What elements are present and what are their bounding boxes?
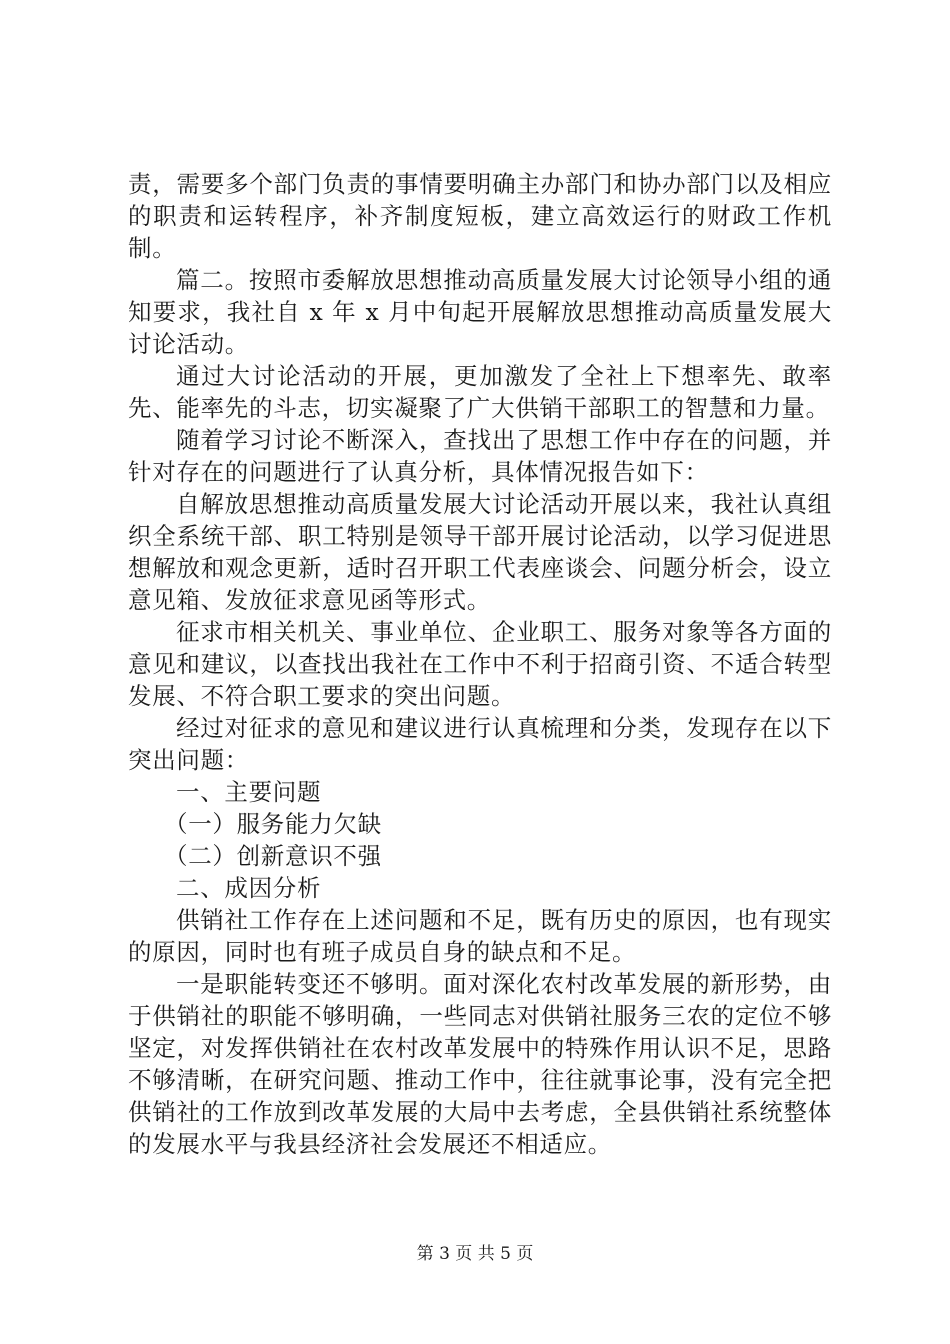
subsection-heading: （二）创新意识不强 bbox=[164, 842, 382, 870]
section-heading: 一、主要问题 bbox=[176, 778, 322, 806]
paragraph: 征求市相关机关、事业单位、企业职工、服务对象等各方面的意见和建议，以查找出我社在工作中不利于招商引资、不适合转型发展、不符合职工要求的突出问题。 bbox=[128, 618, 832, 710]
paragraph: 随着学习讨论不断深入，查找出了思想工作中存在的问题，并针对存在的问题进行了认真分析，具体情况报告如下： bbox=[128, 426, 832, 486]
paragraph: 篇二。按照市委解放思想推动高质量发展大讨论领导小组的通知要求，我社自 x 年 x 月中旬起开展解放思想推动高质量发展大讨论活动。 bbox=[128, 266, 832, 358]
subsection-heading: （一）服务能力欠缺 bbox=[164, 810, 382, 838]
paragraph: 一是职能转变还不够明。面对深化农村改革发展的新形势，由于供销社的职能不够明确，一些同志对供销社服务三农的定位不够坚定，对发挥供销社在农村改革发展中的特殊作用认识不足，思路不够清晰，在研究问题、推动工作中，往往就事论事，没有完全把供销社的工作放到改革发展的大局中去考虑，全县供销社系统整体的发展水平与我县经济社会发展还不相适应。 bbox=[128, 970, 832, 1158]
page-number-footer: 第 3 页 共 5 页 bbox=[416, 1244, 534, 1264]
paragraph: 供销社工作存在上述问题和不足，既有历史的原因，也有现实的原因，同时也有班子成员自身的缺点和不足。 bbox=[128, 906, 832, 966]
paragraph: 通过大讨论活动的开展，更加激发了全社上下想率先、敢率先、能率先的斗志，切实凝聚了广大供销干部职工的智慧和力量。 bbox=[128, 362, 832, 422]
paragraph: 经过对征求的意见和建议进行认真梳理和分类，发现存在以下突出问题： bbox=[128, 714, 832, 774]
section-heading: 二、成因分析 bbox=[176, 874, 322, 902]
document-body bbox=[128, 168, 832, 1160]
paragraph: 自解放思想推动高质量发展大讨论活动开展以来，我社认真组织全系统干部、职工特别是领导干部开展讨论活动，以学习促进思想解放和观念更新，适时召开职工代表座谈会、问题分析会，设立意见箱、发放征求意见函等形式。 bbox=[128, 490, 832, 614]
paragraph: 责，需要多个部门负责的事情要明确主办部门和协办部门以及相应的职责和运转程序，补齐制度短板，建立高效运行的财政工作机制。 bbox=[128, 170, 832, 262]
